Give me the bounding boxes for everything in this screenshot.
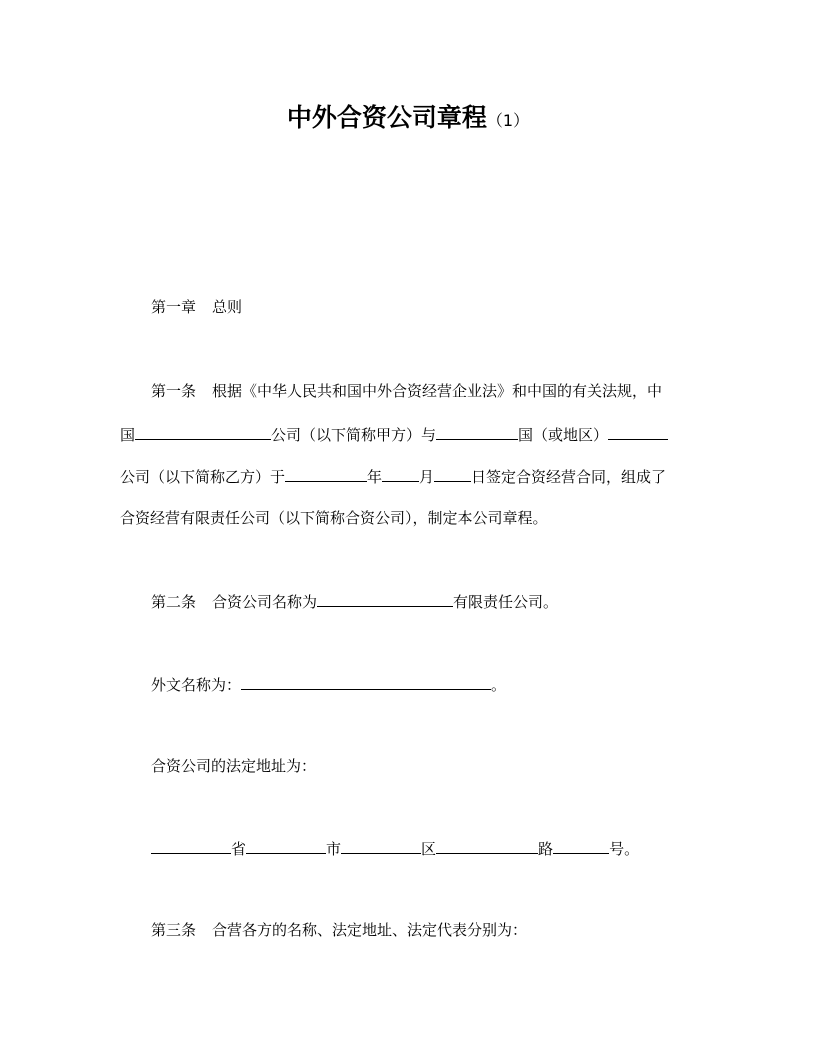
blank-day[interactable] bbox=[434, 466, 471, 482]
article-1-text-3a: 公司（以下简称乙方）于 bbox=[120, 468, 286, 486]
address-label: 合资公司的法定地址为： bbox=[151, 757, 317, 775]
article-1-text-3d: 日签定合资经营合同，组成了 bbox=[471, 468, 667, 486]
foreign-name-line bbox=[151, 674, 506, 695]
foreign-name-end: 。 bbox=[491, 676, 507, 694]
blank-foreign-name[interactable] bbox=[241, 674, 491, 690]
article-1-text-3b: 年 bbox=[367, 468, 383, 486]
address-district-label: 区 bbox=[421, 840, 437, 858]
article-1-line-3 bbox=[120, 466, 666, 487]
address-line bbox=[151, 838, 639, 859]
address-number-label: 号。 bbox=[609, 840, 640, 858]
foreign-name-label: 外文名称为： bbox=[151, 676, 242, 694]
article-1-line-1 bbox=[151, 381, 662, 401]
article-3-text: 合营各方的名称、法定地址、法定代表分别为： bbox=[212, 921, 528, 939]
title-suffix: （1） bbox=[486, 111, 530, 130]
article-1-text-3c: 月 bbox=[419, 468, 435, 486]
blank-company-name[interactable] bbox=[317, 591, 453, 607]
chapter-name: 总则 bbox=[212, 298, 243, 316]
article-1-text-4: 合资经营有限责任公司（以下简称合资公司），制定本公司章程。 bbox=[120, 509, 548, 527]
article-2-text-a: 合资公司名称为 bbox=[212, 593, 318, 611]
blank-party-b-name[interactable] bbox=[608, 424, 668, 440]
article-1-label: 第一条 bbox=[151, 382, 197, 400]
article-1-text-2c: 国（或地区） bbox=[518, 426, 609, 444]
article-3-line-1 bbox=[151, 920, 527, 940]
chapter-1-heading bbox=[151, 297, 242, 317]
blank-city[interactable] bbox=[246, 838, 326, 854]
title-main: 中外合资公司章程 bbox=[286, 103, 487, 132]
article-1-text-2a: 国 bbox=[120, 426, 136, 444]
address-province-label: 省 bbox=[231, 840, 247, 858]
article-1-line-2 bbox=[120, 424, 668, 445]
article-2-line-1 bbox=[151, 591, 558, 612]
article-2-label: 第二条 bbox=[151, 593, 197, 611]
blank-party-a-name[interactable] bbox=[135, 424, 271, 440]
address-city-label: 市 bbox=[326, 840, 342, 858]
article-1-text-1: 根据《中华人民共和国中外合资经营企业法》和中国的有关法规，中 bbox=[212, 382, 663, 400]
blank-number[interactable] bbox=[553, 838, 609, 854]
address-label-line bbox=[151, 756, 316, 776]
address-road-label: 路 bbox=[538, 840, 554, 858]
article-1-line-4 bbox=[120, 508, 548, 528]
article-3-label: 第三条 bbox=[151, 921, 197, 939]
blank-district[interactable] bbox=[341, 838, 421, 854]
blank-province[interactable] bbox=[151, 838, 231, 854]
chapter-label: 第一章 bbox=[151, 298, 197, 316]
blank-country[interactable] bbox=[436, 424, 518, 440]
blank-year[interactable] bbox=[285, 466, 367, 482]
article-1-text-2b: 公司（以下简称甲方）与 bbox=[271, 426, 437, 444]
article-2-text-b: 有限责任公司。 bbox=[453, 593, 559, 611]
document-title bbox=[0, 98, 816, 134]
blank-month[interactable] bbox=[382, 466, 419, 482]
blank-road[interactable] bbox=[436, 838, 538, 854]
